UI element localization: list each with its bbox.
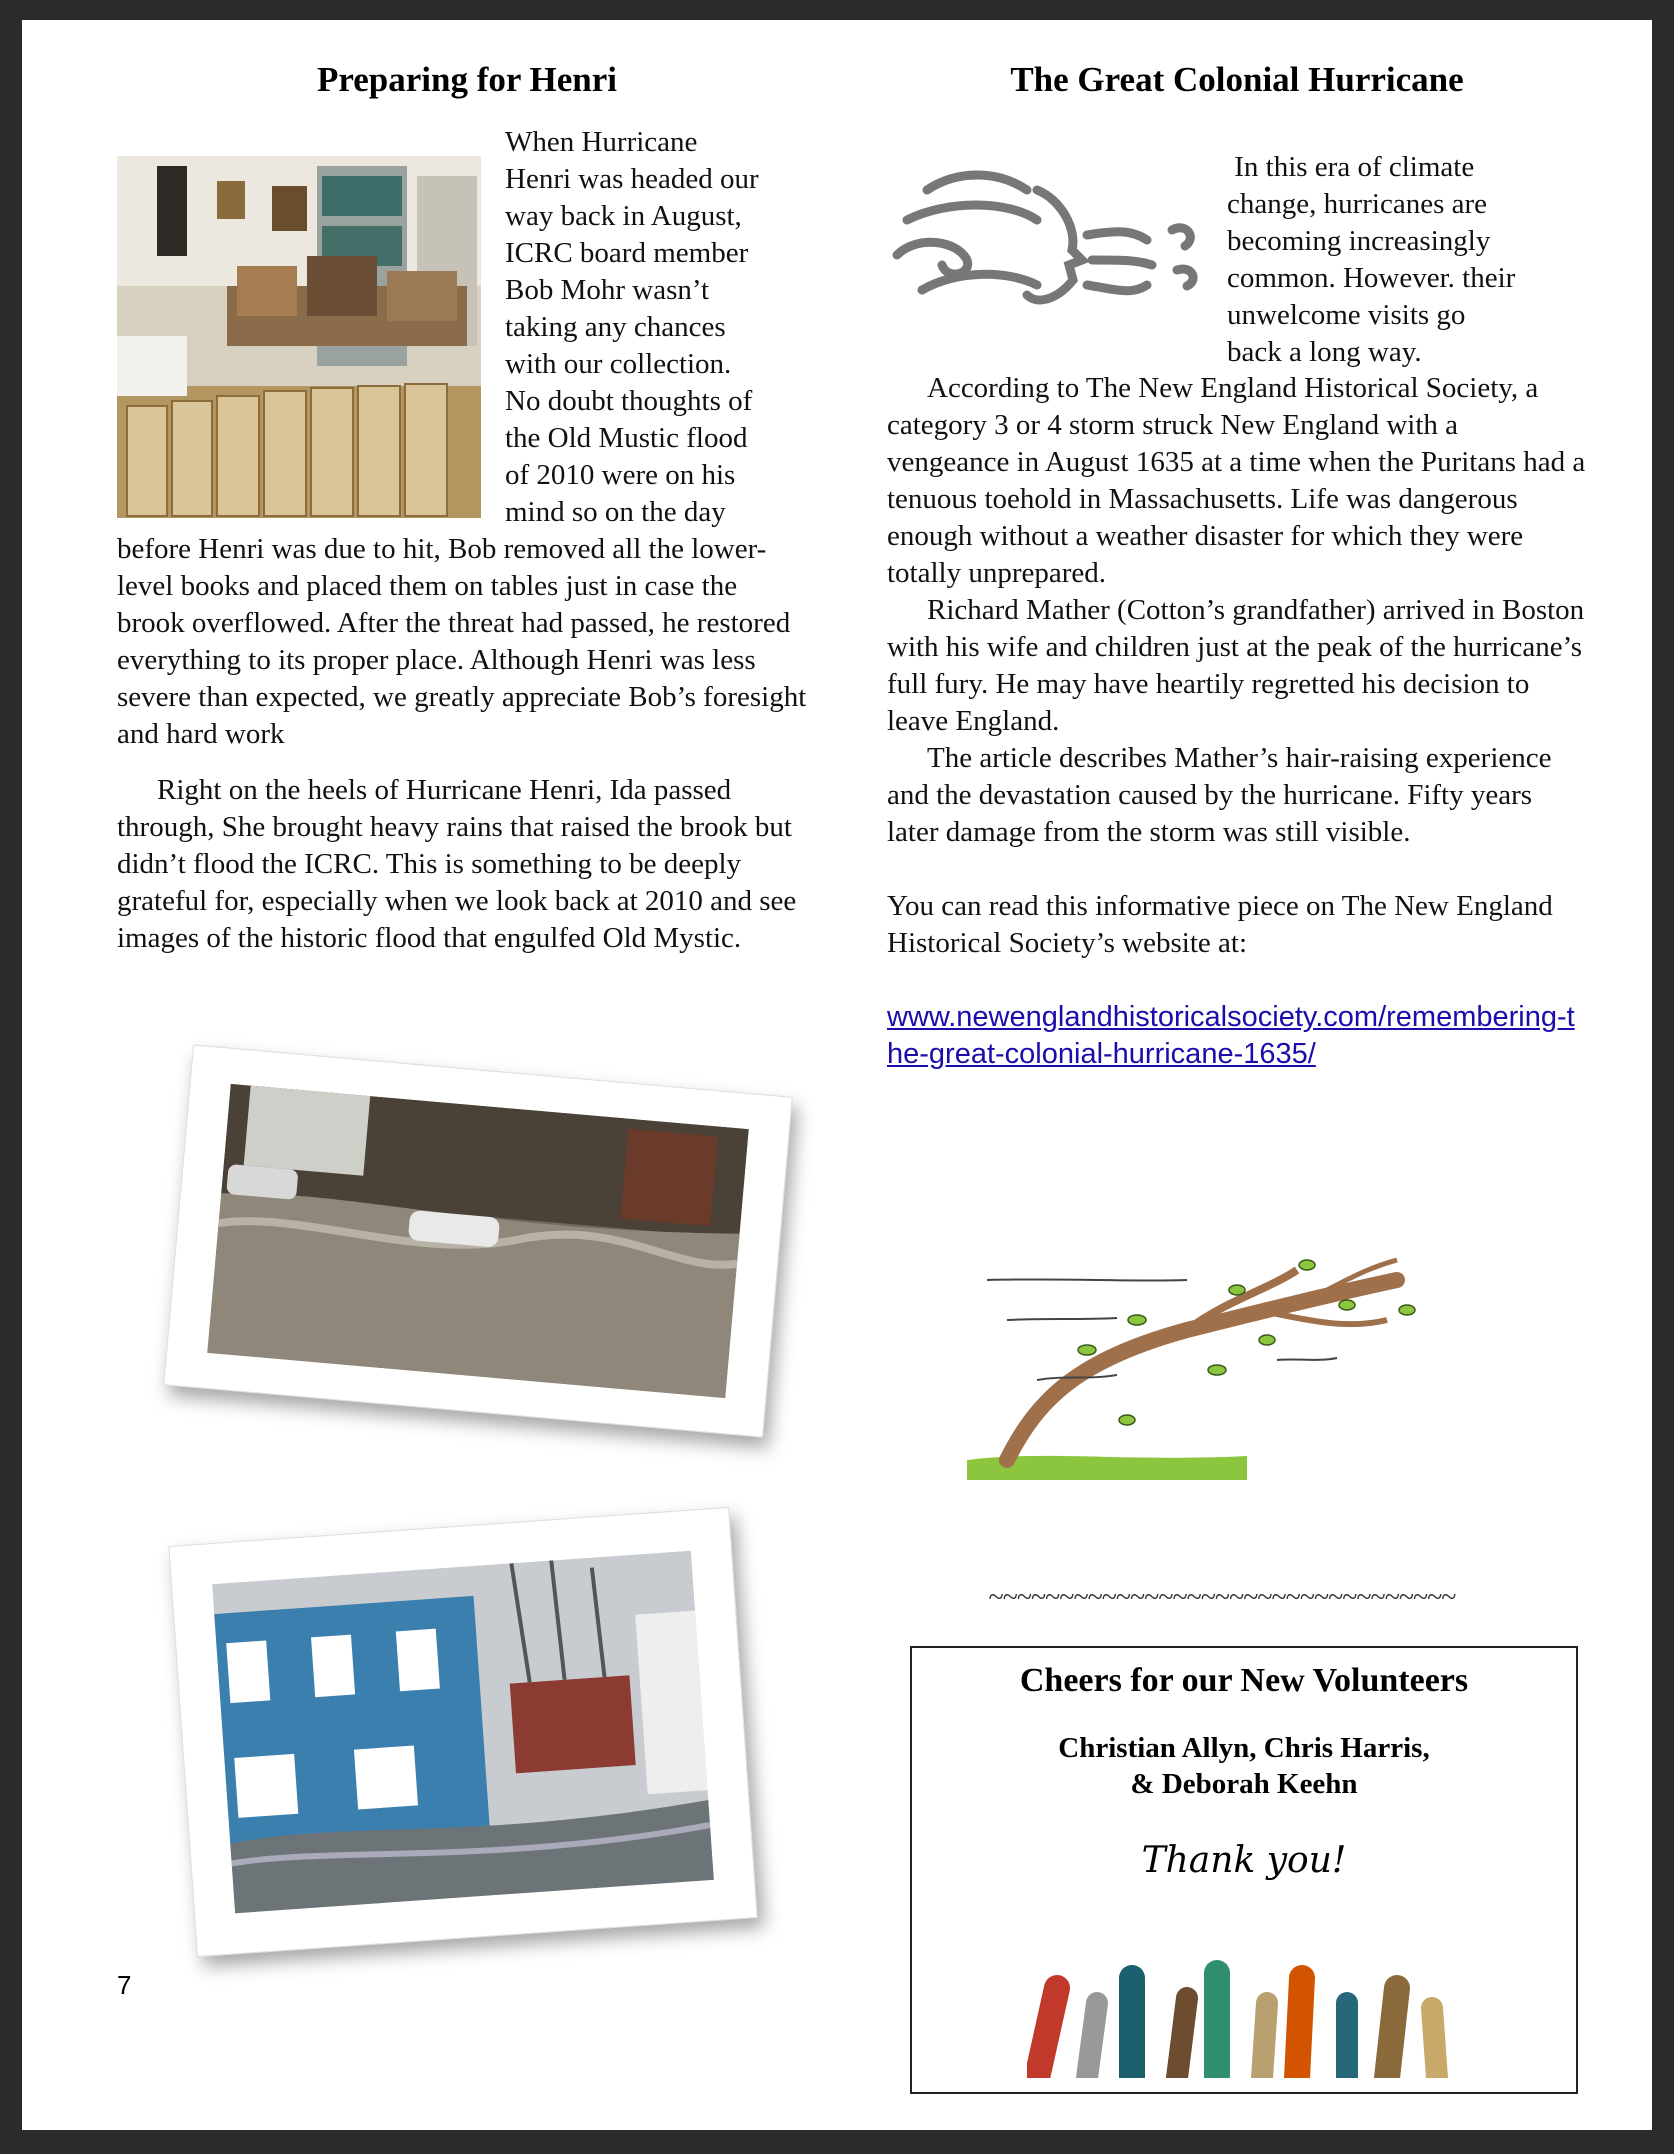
section-divider: ~~~~~~~~~~~~~~~~~~~~~~~~~~~~~~~~~ [988, 1582, 1456, 1613]
intro-line: common. However. their [1227, 262, 1516, 294]
right-paragraph-3: The article describes Mather’s hair-raising experience and the devastation caused by the hurricane. Fifty years later damage from the storm was still visible. [887, 742, 1552, 848]
article-link[interactable]: www.newenglandhistoricalsociety.com/remembering-the-great-colonial-hurricane-1635/ [887, 1001, 1575, 1070]
intro-line: mind so on the day [505, 496, 726, 528]
intro-line: No doubt thoughts of [505, 385, 753, 417]
left-paragraph-2: Right on the heels of Hurricane Henri, Ida passed through, She brought heavy rains that raised the brook but didn’t flood the ICRC. This is something to be deeply grateful for, especially when we look back at 2010 and see images of the historic flood that engulfed Old Mystic. [117, 774, 797, 954]
intro-line: change, hurricanes are [1227, 188, 1488, 220]
left-article-title: Preparing for Henri [316, 60, 618, 99]
right-body [887, 370, 1587, 1073]
wind-face-icon [887, 160, 1207, 330]
left-paragraph-1: before Henri was due to hit, Bob removed all the lower-level books and placed them on tables just in case the brook overflowed. After the threat had passed, he restored everything to its proper place. Although Henri was less severe than expected, we greatly appreciate Bob’s foresight and hard work [117, 533, 807, 750]
intro-line: unwelcome visits go [1227, 299, 1466, 331]
intro-line: way back in August, [505, 200, 742, 232]
right-paragraph-2: Richard Mather (Cotton’s grandfather) arrived in Boston with his wife and children just at the peak of the hurricane’s full fury. He may have heartily regretted his decision to leave England. [887, 594, 1585, 737]
intro-line: taking any chances [505, 311, 726, 343]
intro-line: becoming increasingly [1227, 225, 1491, 257]
intro-line: back a long way. [1227, 336, 1422, 368]
right-paragraph-1: According to The New England Historical Society, a category 3 or 4 storm struck New England with a vengeance in August 1635 at a time when the Puritans had a tenuous toehold in Massachusetts. Life was dangerous enough without a weather disaster for which they were totally unprepared. [887, 372, 1586, 589]
volunteers-title: Cheers for our New Volunteers [1019, 1662, 1469, 1699]
article-link-wrap [887, 999, 1587, 1073]
left-intro-lines [505, 124, 825, 531]
intro-line: the Old Mustic flood [505, 422, 748, 454]
page-number: 7 [117, 1970, 132, 2000]
thank-you-text: Thank you! [1141, 1840, 1347, 1881]
volunteers-names-line-1: Christian Allyn, Chris Harris, [1058, 1732, 1430, 1764]
intro-line: Henri was headed our [505, 163, 759, 195]
intro-line: In this era of climate [1227, 151, 1475, 183]
left-column [117, 20, 817, 2120]
intro-line: with our collection. [505, 348, 732, 380]
right-intro-lines [1227, 149, 1587, 371]
newsletter-page [22, 20, 1652, 2130]
volunteers-names-line-2: & Deborah Keehn [1130, 1768, 1358, 1800]
flood-photo-2 [168, 1507, 757, 1957]
windswept-tree-illustration [967, 1250, 1447, 1490]
intro-line: Bob Mohr wasn’t [505, 274, 710, 306]
archive-room-photo [117, 156, 481, 518]
raised-hands-illustration [1027, 1948, 1467, 2078]
intro-line: ICRC board member [505, 237, 749, 269]
right-article-title: The Great Colonial Hurricane [1010, 60, 1464, 99]
right-paragraph-4: You can read this informative piece on The New England Historical Society’s website at: [887, 890, 1553, 959]
flood-photo-1 [163, 1044, 793, 1437]
volunteers-box [910, 1646, 1578, 2094]
intro-line: of 2010 were on his [505, 459, 736, 491]
intro-line: When Hurricane [505, 126, 698, 158]
